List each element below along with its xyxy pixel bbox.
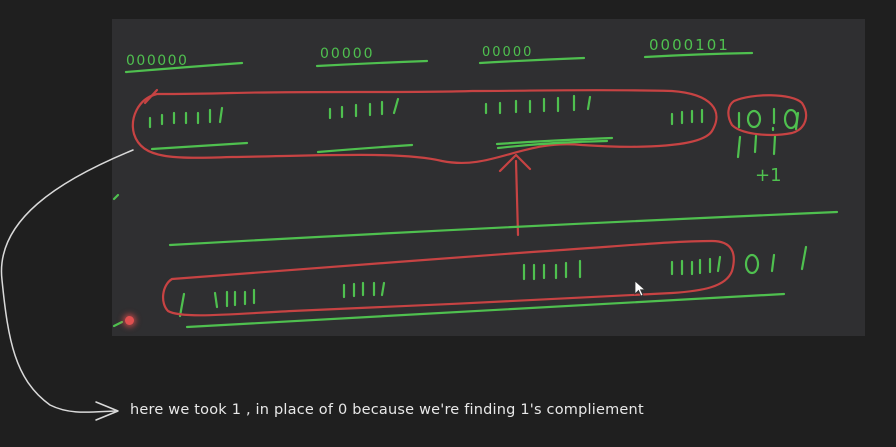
top-row-zeros <box>126 19 752 72</box>
annotation-text: here we took 1 , in place of 0 because we're finding 1's compliement <box>130 402 644 418</box>
red-arrow-up <box>500 155 530 235</box>
top-group-2: 00000 <box>320 46 375 62</box>
mouse-cursor-icon <box>634 280 648 298</box>
top-group-1: 000000 <box>126 53 189 69</box>
handwritten-notes <box>112 19 865 336</box>
top-group-3: 00000 <box>482 45 534 60</box>
bottom-row-ones <box>180 247 806 316</box>
carry-plus-one: +1 <box>755 165 782 186</box>
top-group-4: 0000101 <box>649 36 730 54</box>
red-loop-bottom <box>163 241 734 315</box>
pen-pointer-dot <box>125 316 134 325</box>
middle-row-ones <box>150 96 798 186</box>
whiteboard-image <box>112 19 865 336</box>
red-loop-top <box>133 90 717 163</box>
